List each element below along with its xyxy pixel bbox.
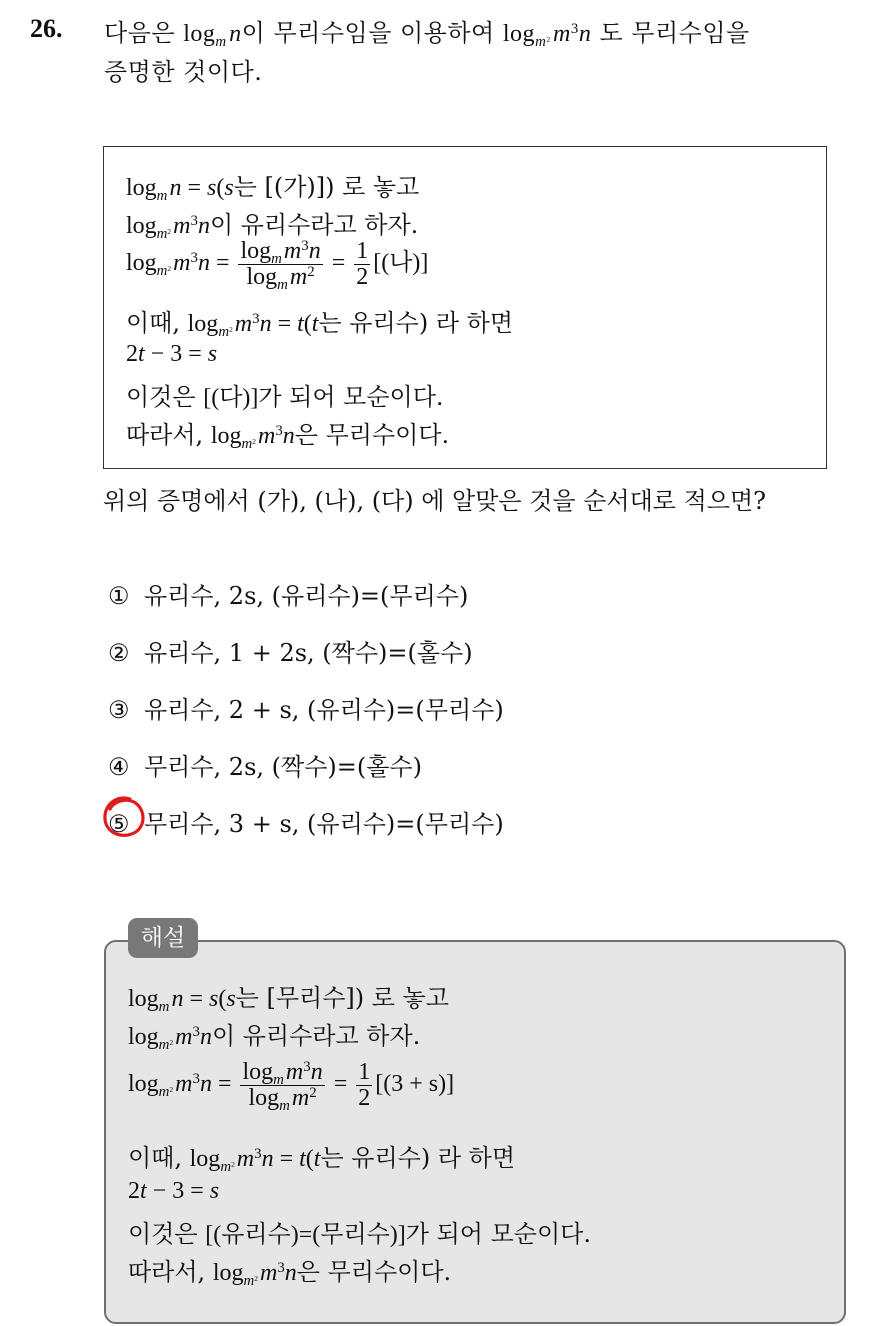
solution-line-6: 이것은 [(유리수)=(무리수)]가 되어 모순이다. — [128, 1220, 591, 1248]
proof-line-6: 이것은 [(다)]가 되어 모순이다. — [126, 383, 444, 411]
question-number: 26. — [30, 14, 63, 43]
choice-1[interactable]: ① 유리수, 2s, (유리수)=(무리수) — [108, 582, 469, 610]
choice-2[interactable]: ② 유리수, 1 + 2s, (짝수)=(홀수) — [108, 639, 473, 667]
solution-line-4: 이때, $\log_{m^2}$ $m^3n = t(t$는 유리수) 라 하면 — [128, 1144, 516, 1176]
solution-line-1: $\log_m$ n = s(s는 [무리수]) 로 놓고 — [128, 984, 449, 1016]
choice-5[interactable]: ⑤ 무리수, 3 + s, (유리수)=(무리수) — [108, 810, 504, 838]
choice-3[interactable]: ③ 유리수, 2 + s, (유리수)=(무리수) — [108, 696, 504, 724]
proof-line-5: 2t − 3 = s — [126, 341, 218, 367]
solution-line-2: $\log_{m^2}$ $m^3n$이 유리수라고 하자. — [128, 1022, 421, 1054]
question-text-part: 증명한 것이다. — [104, 58, 263, 86]
math-expr: $\log_m$ n — [183, 21, 242, 51]
proof-line-7: 따라서, $\log_{m^2}$ $m^3n$은 무리수이다. — [126, 421, 450, 453]
question-text-part: 도 무리수임을 — [599, 19, 750, 47]
solution-box — [104, 940, 846, 1324]
proof-line-3: $\log_{m^2}$ $m^3n$ = $\frac{\log_m m^3n}{\log_m m^2}$ = $\frac{1}{2}$ [(나)] — [126, 237, 429, 294]
proof-box — [103, 146, 827, 469]
question-prompt: 위의 증명에서 (가), (나), (다) 에 알맞은 것을 순서대로 적으면? — [103, 487, 767, 515]
math-expr: $\log_{m^2}$ $m^3n$ — [502, 20, 592, 51]
proof-line-2: $\log_{m^2}$ $m^3n$이 유리수라고 하자. — [126, 211, 419, 243]
question-text — [104, 14, 874, 91]
solution-line-7: 따라서, $\log_{m^2}$ $m^3n$은 무리수이다. — [128, 1258, 452, 1290]
solution-line-5: 2t − 3 = s — [128, 1178, 220, 1204]
question-text-part: 다음은 — [104, 19, 176, 47]
proof-line-4: 이때, $\log_{m^2}$ $m^3n = t(t$는 유리수) 라 하면 — [126, 309, 514, 341]
question-text-part: 이 무리수임을 이용하여 — [241, 19, 495, 47]
proof-line-1: $\log_m$ n = s(s는 [(가)]) 로 놓고 — [126, 173, 420, 205]
answer-circle-mark — [100, 793, 152, 843]
solution-line-3: $\log_{m^2}$ $m^3n$ = $\frac{\log_m m^3n}{\log_m m^2}$ = $\frac{1}{2}$ [(3 + s)] — [128, 1058, 455, 1115]
choice-4[interactable]: ④ 무리수, 2s, (짝수)=(홀수) — [108, 753, 422, 781]
solution-tag: 해설 — [128, 918, 198, 958]
